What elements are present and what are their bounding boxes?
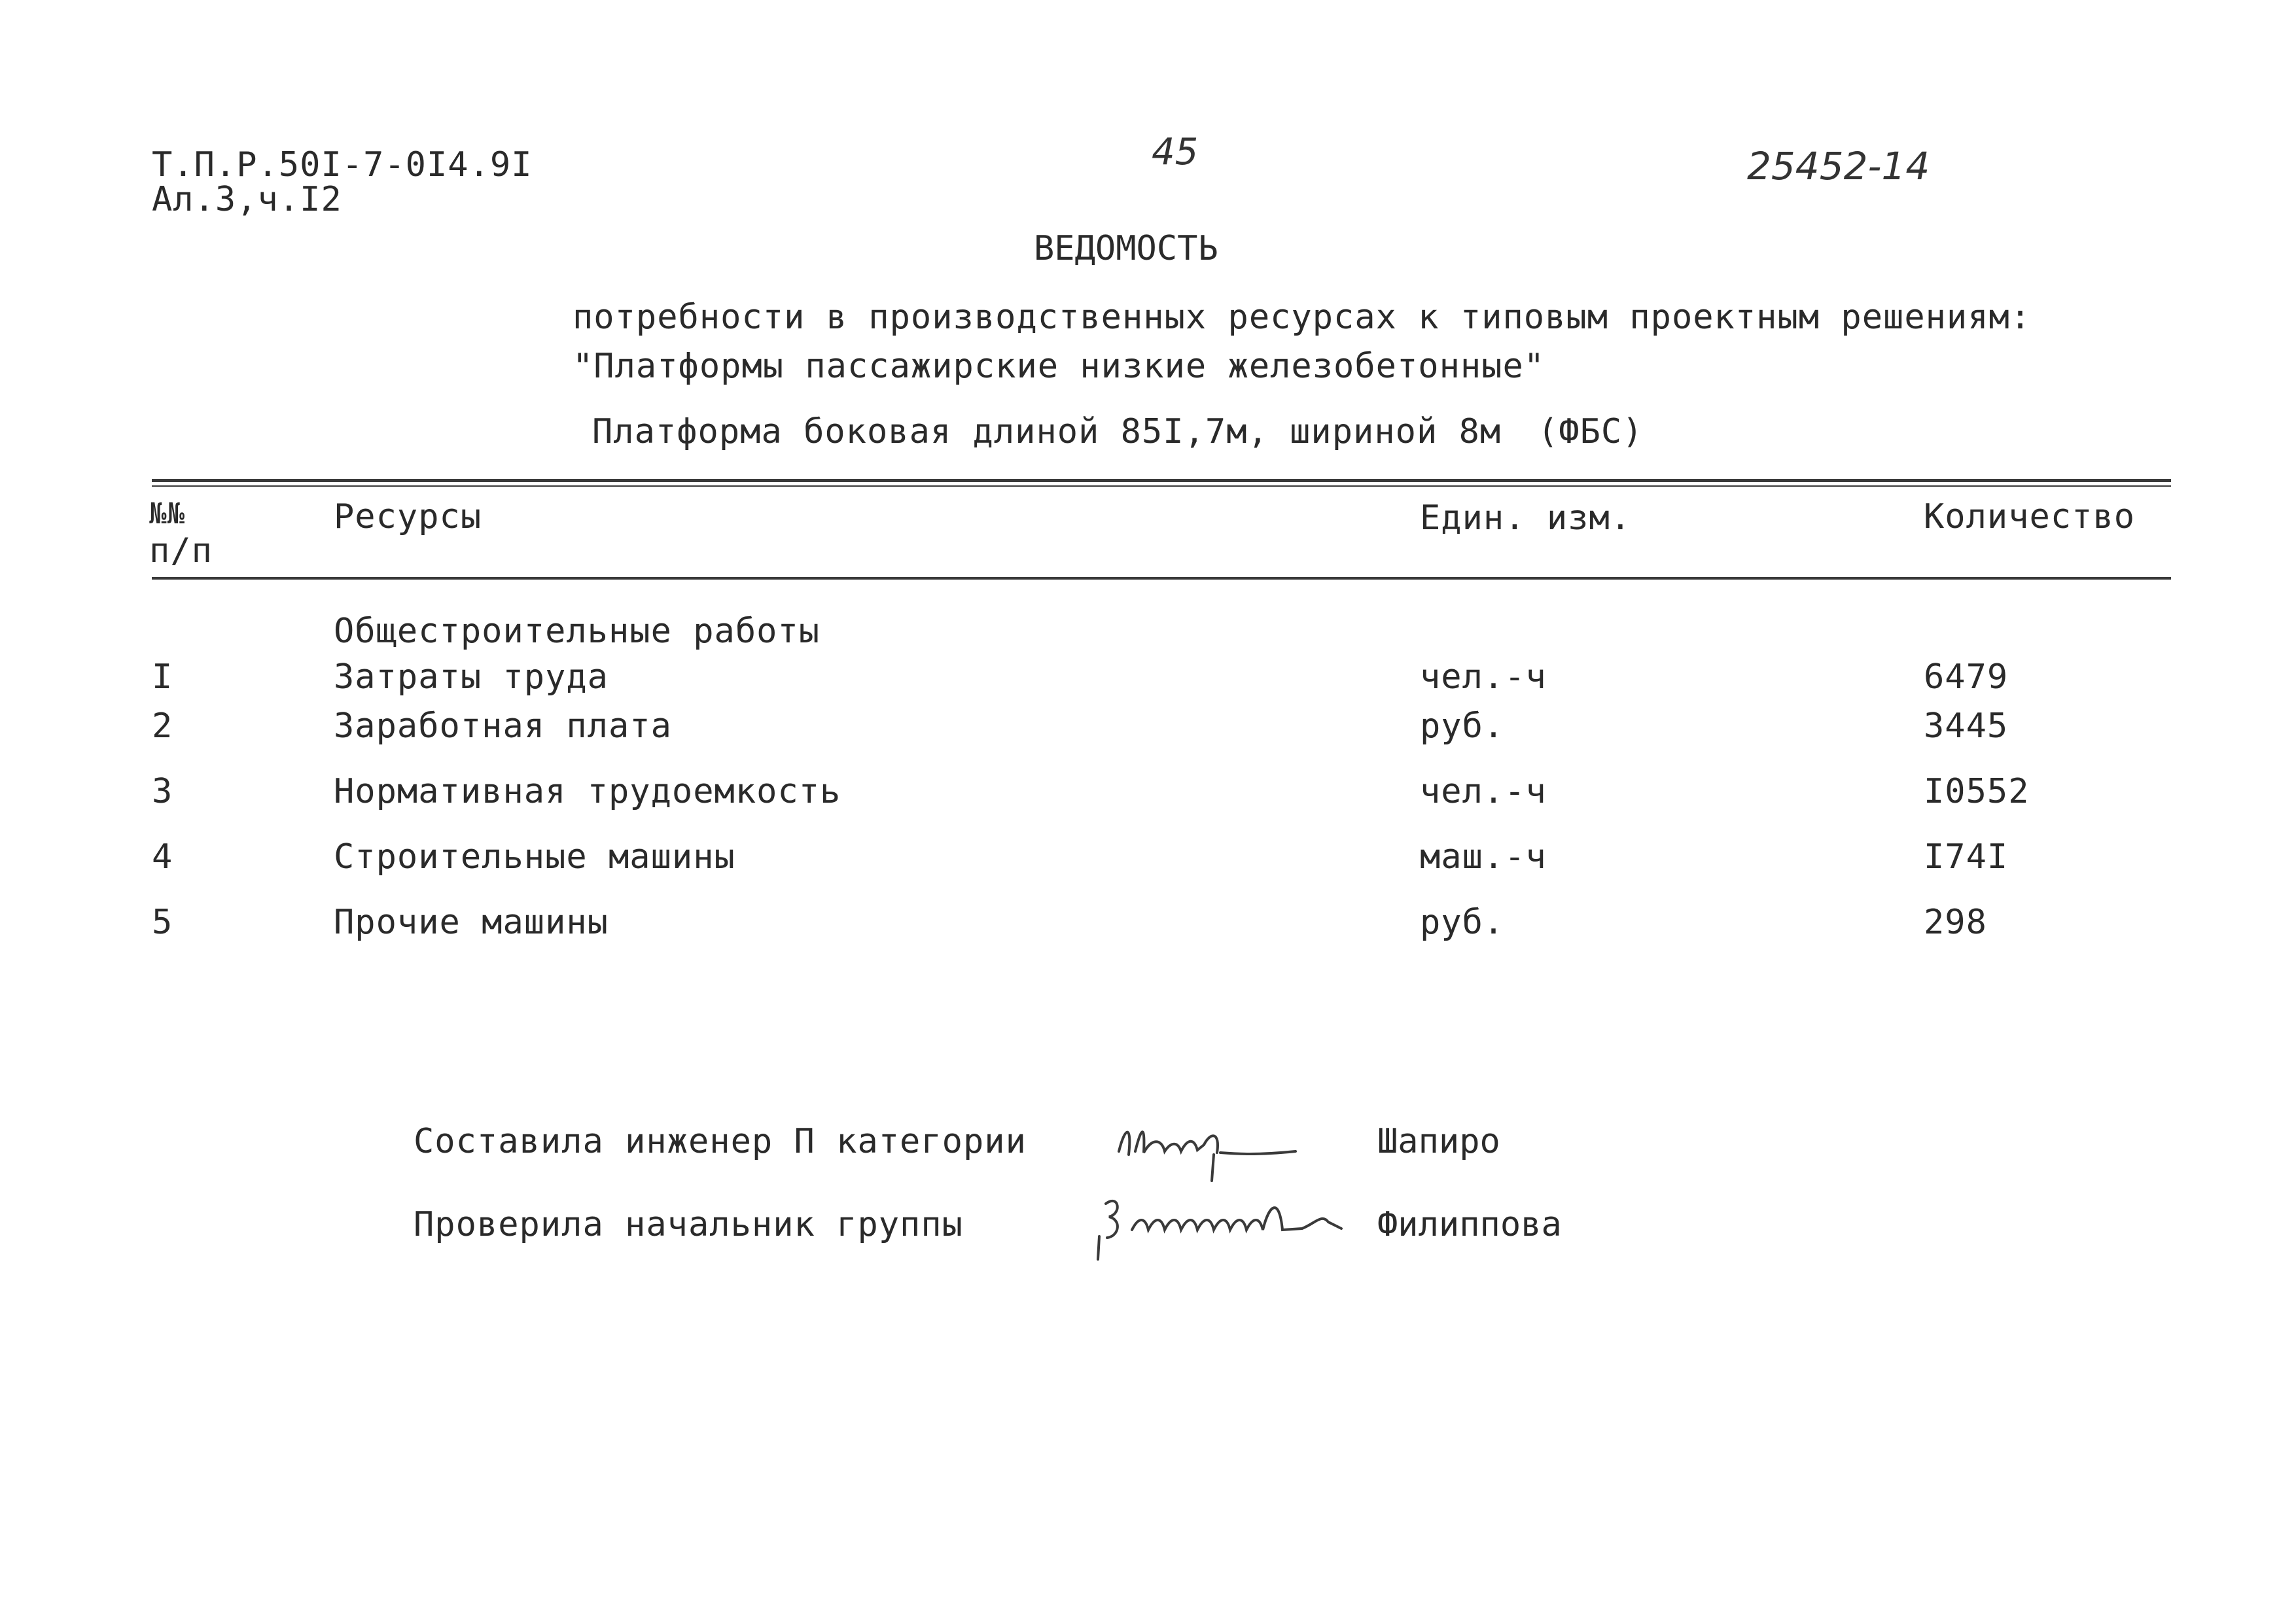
table-row [0, 772, 2296, 818]
row-resource: Строительные машины [334, 837, 735, 877]
album-part: Ал.3,ч.I2 [152, 180, 342, 219]
row-number: I [152, 657, 173, 697]
table-row [0, 657, 2296, 703]
document-heading: ВЕДОМОСТЬ [1034, 229, 1218, 268]
row-quantity: 3445 [1924, 707, 2009, 746]
archive-number: 25452-14 [1747, 144, 1930, 188]
section-title: Общестроительные работы [334, 612, 821, 651]
row-quantity: 6479 [1924, 657, 2009, 697]
row-quantity: 298 [1924, 903, 1987, 942]
subtitle-line-2: "Платформы пассажирские низкие железобетонные" [573, 347, 1545, 386]
signature-shapiro-icon [1106, 1106, 1315, 1184]
signature-filippova-icon [1093, 1178, 1368, 1263]
table-top-rule-inner [152, 485, 2171, 487]
compiled-by-name: Шапиро [1377, 1122, 1500, 1161]
row-quantity: I74I [1924, 837, 2009, 877]
table-row [0, 837, 2296, 883]
row-resource: Заработная плата [334, 707, 672, 746]
table-top-rule [152, 479, 2171, 482]
row-number: 3 [152, 772, 173, 811]
row-unit: руб. [1420, 903, 1505, 942]
page-number: 45 [1152, 131, 1199, 173]
row-quantity: I0552 [1924, 772, 2030, 811]
subtitle-line-1: потребности в производственных ресурсах к типовым проектным решениям: [573, 298, 2032, 337]
row-unit: чел.-ч [1420, 657, 1547, 697]
table-row [0, 903, 2296, 949]
header-resources: Ресурсы [334, 497, 482, 536]
row-unit: маш.-ч [1420, 837, 1547, 877]
row-number: 5 [152, 903, 173, 942]
row-number: 2 [152, 707, 173, 746]
header-quantity: Количество [1924, 497, 2136, 536]
checked-by-name: Филиппова [1377, 1205, 1562, 1244]
row-number: 4 [152, 837, 173, 877]
row-unit: чел.-ч [1420, 772, 1547, 811]
header-unit: Един. изм. [1420, 498, 1632, 538]
header-num-line2: п/п [149, 531, 213, 570]
table-header-rule [152, 577, 2171, 580]
compiled-by-label: Составила инженер П категории [414, 1122, 1027, 1161]
checked-by-label: Проверила начальник группы [414, 1205, 963, 1244]
header-num-line1: №№ [149, 497, 185, 531]
platform-description: Платформа боковая длиной 85I,7м, шириной 8м [592, 412, 1502, 451]
row-resource: Нормативная трудоемкость [334, 772, 841, 811]
row-resource: Прочие машины [334, 903, 609, 942]
platform-code: (ФБС) [1538, 412, 1644, 451]
row-unit: руб. [1420, 707, 1505, 746]
row-resource: Затраты труда [334, 657, 609, 697]
table-row [0, 707, 2296, 752]
document-code: Т.П.Р.50I-7-0I4.9I [152, 145, 533, 184]
